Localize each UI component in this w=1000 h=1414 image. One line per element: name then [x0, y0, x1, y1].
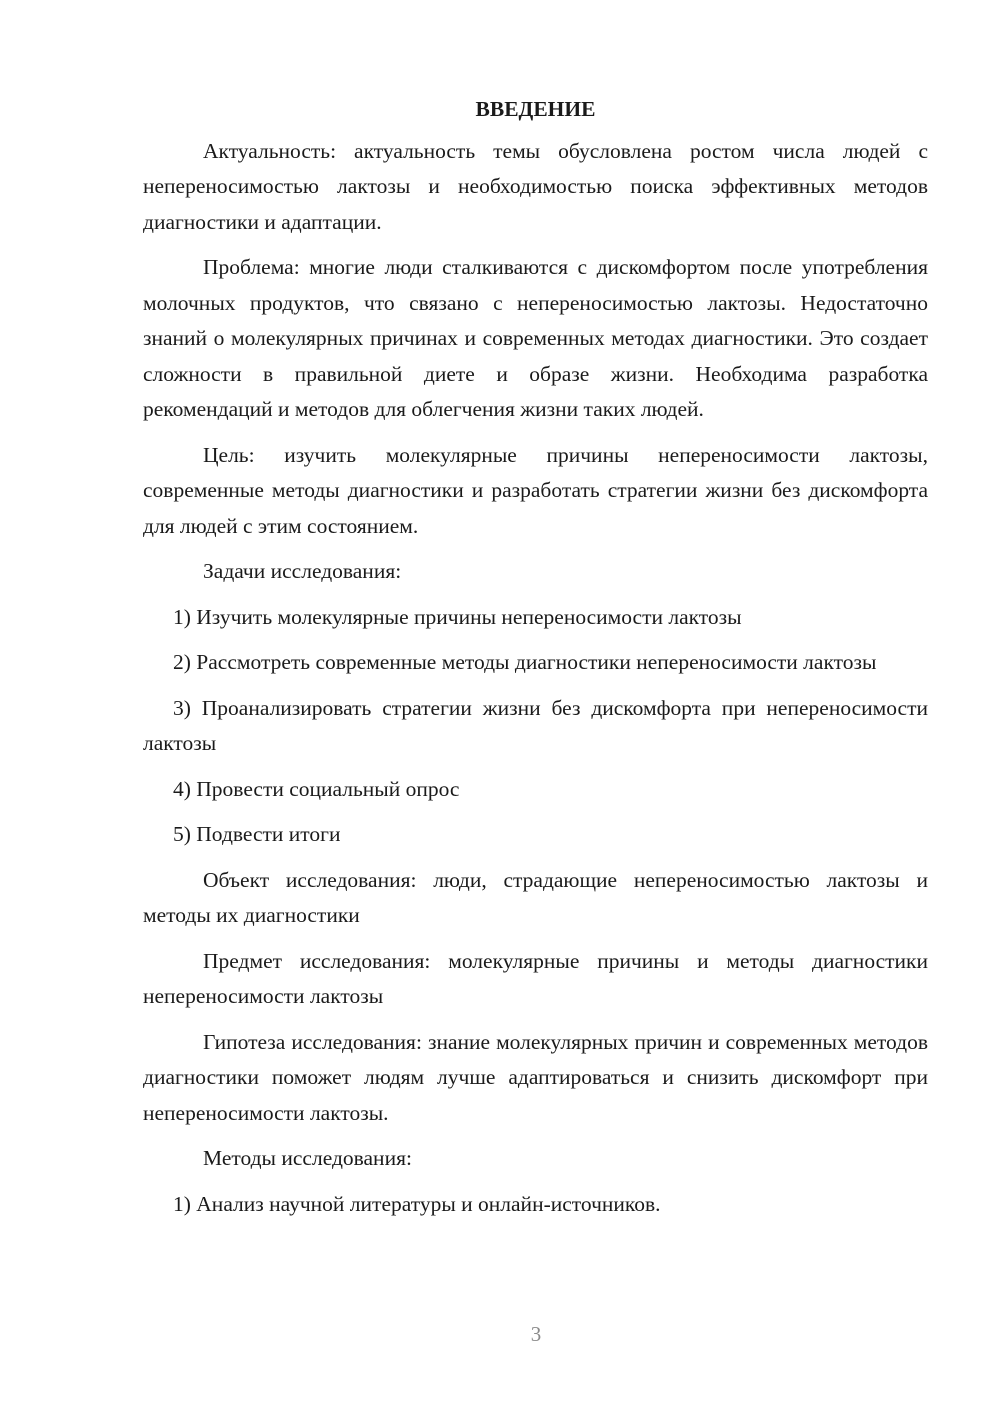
- task-item-5: 5) Подвести итоги: [173, 822, 341, 846]
- hypothesis-paragraph: Гипотеза исследования: знание молекулярных причин и современных методов диагностики поможет людям лучше адаптироваться и снизить дискомфорт при непереносимости лактозы.: [143, 1029, 928, 1125]
- task-item-1: 1) Изучить молекулярные причины непереносимости лактозы: [173, 604, 742, 629]
- task-item-3: 3) Проанализировать стратегии жизни без дискомфорта при непереносимости лактозы: [143, 695, 928, 755]
- method-item-1: 1) Анализ научной литературы и онлайн-источников.: [173, 1191, 661, 1216]
- task-item-4: 4) Провести социальный опрос: [173, 776, 460, 801]
- goal-paragraph: Цель: изучить молекулярные причины непереносимости лактозы, современные методы диагностики и разработать стратегии жизни без дискомфорта для людей с этим состоянием.: [143, 442, 928, 538]
- tasks-title: Задачи исследования:: [203, 559, 402, 583]
- page-number: 3: [530, 1322, 542, 1346]
- relevance-paragraph: Актуальность: актуальность темы обусловлена ростом числа людей с непереносимостью лактозы и необходимостью поиска эффективных методов диагностики и адаптации.: [143, 138, 928, 234]
- task-item-2: 2) Рассмотреть современные методы диагностики непереносимости лактозы: [173, 650, 877, 674]
- problem-paragraph: Проблема: многие люди сталкиваются с дискомфортом после употребления молочных продуктов, что связано с непереносимостью лактозы. Недостаточно знаний о молекулярных причинах и современных методах диагностики. Это создает сложности в правильной диете и образе жизни. Необходима разработка рекомендаций и методов для облегчения жизни таких людей.: [143, 255, 928, 421]
- object-paragraph: Объект исследования: люди, страдающие непереносимостью лактозы и методы их диагностики: [143, 867, 928, 927]
- document-page: [143, 92, 928, 1232]
- methods-title: Методы исследования:: [203, 1146, 412, 1170]
- subject-paragraph: Предмет исследования: молекулярные причины и методы диагностики непереносимости лактозы: [143, 948, 928, 1008]
- section-heading: ВВЕДЕНИЕ: [475, 97, 596, 121]
